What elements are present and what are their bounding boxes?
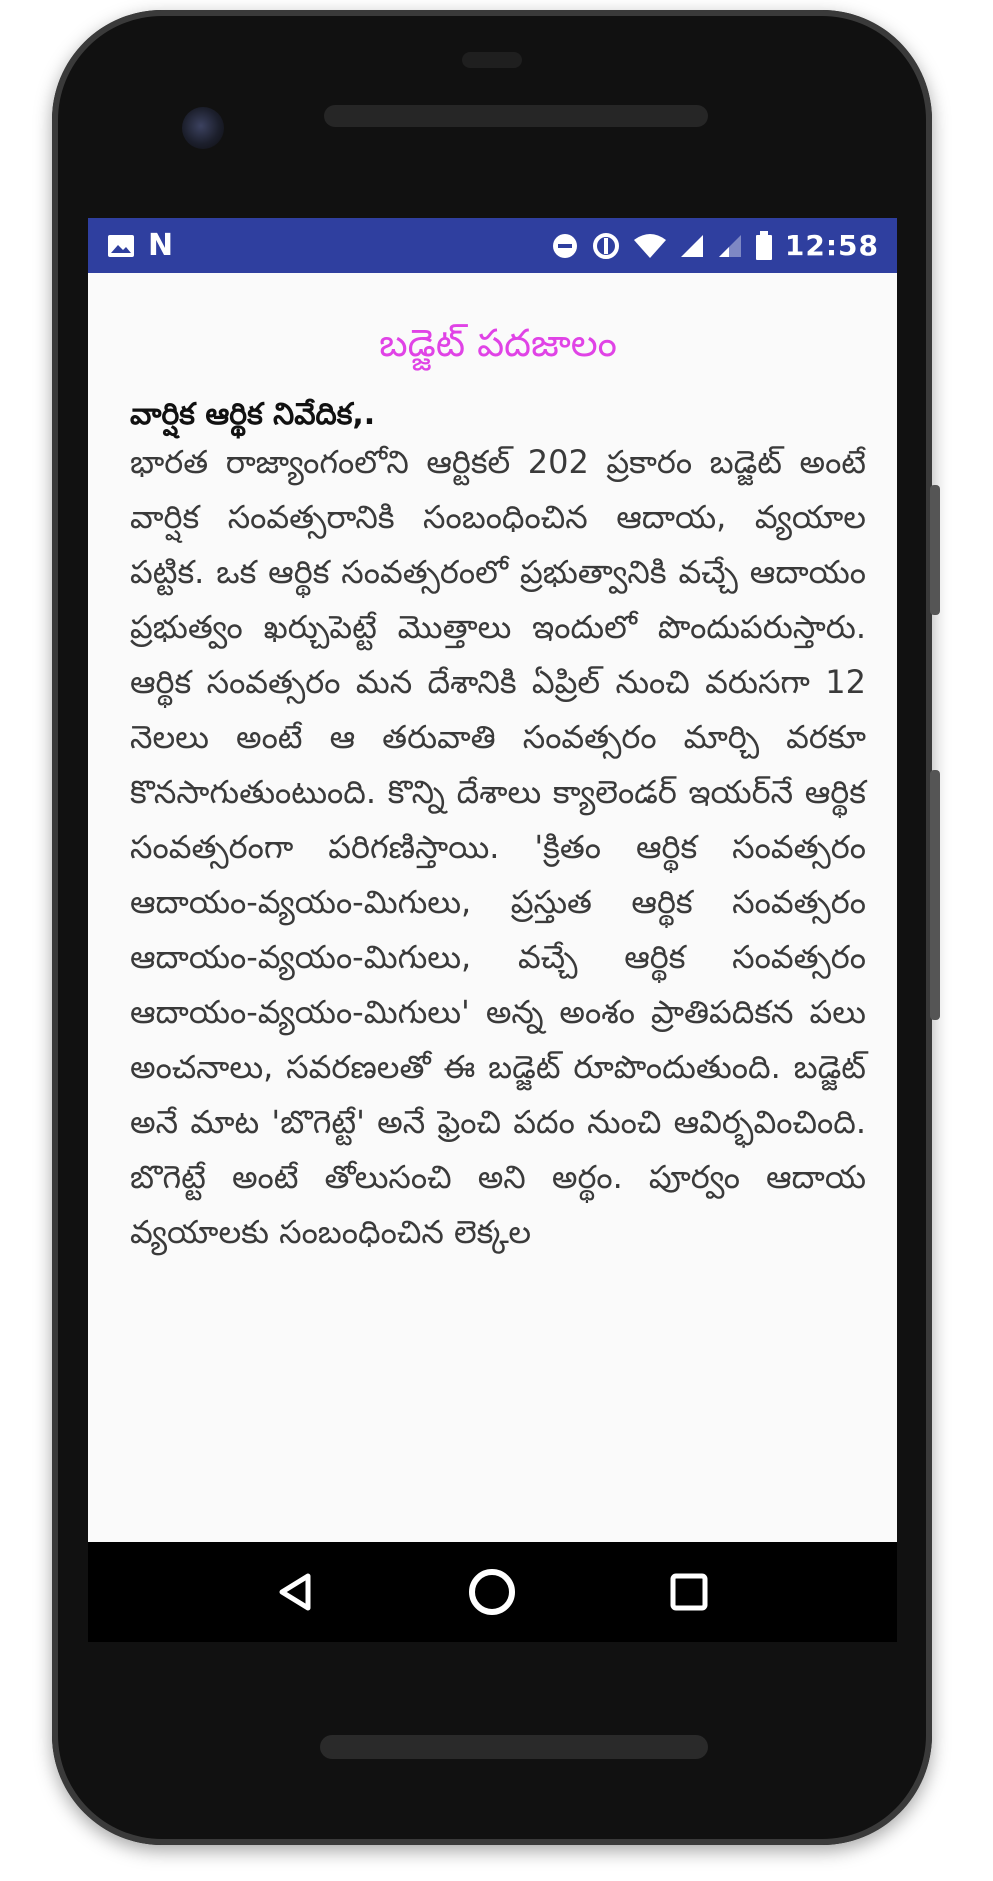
recents-icon[interactable] bbox=[649, 1552, 729, 1632]
image-notification-icon bbox=[106, 233, 136, 259]
power-button bbox=[930, 770, 940, 1020]
back-icon[interactable] bbox=[256, 1552, 336, 1632]
phone-screen bbox=[88, 218, 897, 1555]
status-bar bbox=[88, 218, 897, 273]
article-title: బడ్జెట్ పదజాలం bbox=[379, 321, 617, 365]
article-body: భారత రాజ్యాంగంలోని ఆర్టికల్ 202 ప్రకారం బడ్జెట్ అంటే వార్షిక సంవత్సరానికి సంబంధించిన ఆదాయ, వ్యయాల పట్టిక. ఒక ఆర్థిక సంవత్సరంలో ప్రభుత్వానికి వచ్చే ఆదాయం ప్రభుత్వం ఖర్చుపెట్టే మొత్తాలు ఇందులో పొందుపరుస్తారు. ఆర్థిక సంవత్సరం మన దేశానికి ఏప్రిల్ నుంచి వరుసగా 12 నెలలు అంటే ఆ తరువాతి సంవత్సరం మార్చి వరకూ కొనసాగుతుంటుంది. కొన్ని దేశాలు క్యాలెండర్ ఇయర్‌నే ఆర్థిక సంవత్సరంగా పరిగణిస్తాయి. 'క్రితం ఆర్థిక సంవత్సరం ఆదాయం-వ్యయం-మిగులు, ప్రస్తుత ఆర్థిక సంవత్సరం ఆదాయం-వ్యయం-మిగులు, వచ్చే ఆర్థిక సంవత్సరం ఆదాయం-వ్యయం-మిగులు' అన్న అంశం ప్రాతిపదికన పలు అంచనాలు, సవరణలతో ఈ బడ్జెట్ రూపొందుతుంది. బడ్జెట్ అనే మాట 'బొగెట్టే' అనే ఫ్రెంచి పదం నుంచి ఆవిర్భవించింది. బొగెట్టే అంటే తోలుసంచి అని అర్థం. పూర్వం ఆదాయ వ్యయాలకు సంబంధించిన లెక్కల bbox=[130, 443, 866, 1251]
article-subtitle: వార్షిక ఆర్థిక నివేదిక,. bbox=[130, 397, 376, 432]
signal-icon bbox=[679, 233, 705, 259]
article-content bbox=[130, 273, 866, 1260]
battery-icon bbox=[755, 231, 773, 261]
clock: 12:58 bbox=[784, 229, 879, 262]
front-camera bbox=[182, 107, 224, 149]
do-not-disturb-icon bbox=[551, 232, 579, 260]
data-saver-icon bbox=[591, 232, 621, 260]
home-icon[interactable] bbox=[452, 1552, 532, 1632]
bottom-speaker bbox=[320, 1735, 708, 1759]
proximity-sensor bbox=[462, 52, 522, 68]
wifi-icon bbox=[633, 232, 667, 260]
navigation-bar bbox=[88, 1542, 897, 1642]
signal-weak-icon bbox=[717, 233, 743, 259]
n-notification-icon: N bbox=[148, 228, 174, 263]
earpiece-speaker bbox=[324, 105, 708, 127]
volume-button bbox=[930, 485, 940, 615]
